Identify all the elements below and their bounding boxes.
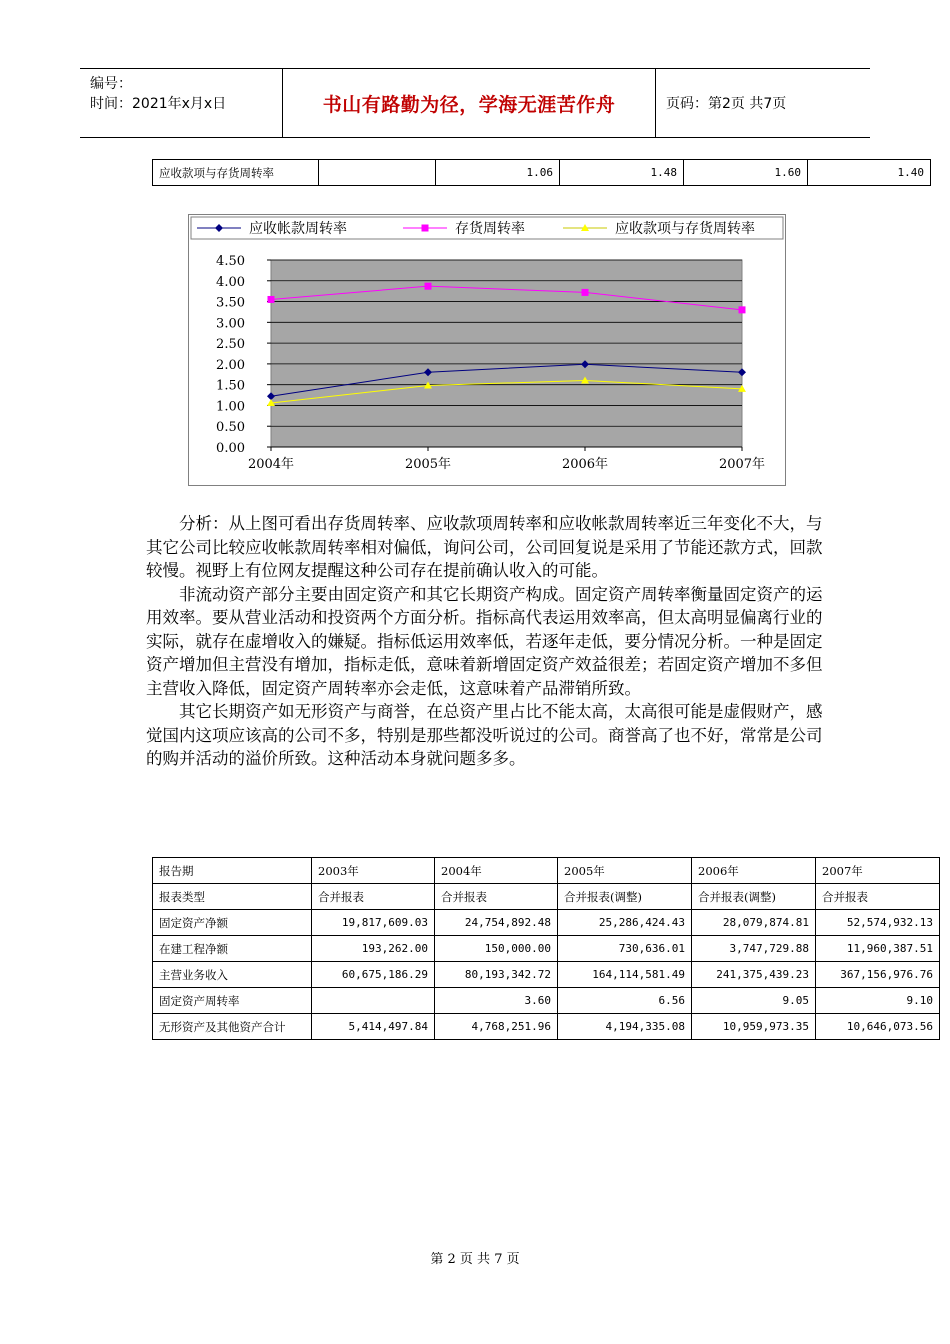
x-tick-label: 2005年 xyxy=(404,457,452,472)
page-info: 页码：第2页 共7页 xyxy=(666,96,787,112)
table-row xyxy=(153,1014,940,1040)
table-cell: 2003年 xyxy=(312,858,435,884)
table-row xyxy=(153,936,940,962)
paragraph: 非流动资产部分主要由固定资产和其它长期资产构成。固定资产周转率衡量固定资产的运用效率。要从营业活动和投资两个方面分析。指标高代表运用效率高，但太高明显偏离行业的实际，就存在虚增收入的嫌疑。指标低运用效率低，若逐年走低，要分情况分析。一种是固定资产增加但主营没有增加，指标走低，意味着新增固定资产效益很差；若固定资产增加不多但主营收入降低，固定资产周转率亦会走低，这意味着产品滞销所致。 xyxy=(146,584,823,698)
date-label: 时间：2021年x月x日 xyxy=(90,96,227,112)
y-tick-label: 3.50 xyxy=(216,295,245,311)
page-footer: 第 2 页 共 7 页 xyxy=(430,1252,520,1267)
y-tick-label: 0.50 xyxy=(216,420,245,436)
table-cell: 2006年 xyxy=(692,858,816,884)
table-row xyxy=(153,988,940,1014)
y-tick-label: 2.50 xyxy=(216,337,245,353)
table-cell: 合并报表(调整) xyxy=(558,884,692,910)
table-cell: 164,114,581.49 xyxy=(558,962,692,988)
header-motto-cell xyxy=(283,69,656,137)
table-cell: 合并报表(调整) xyxy=(692,884,816,910)
table-row xyxy=(153,962,940,988)
table-cell: 3.60 xyxy=(435,988,558,1014)
table-cell: 10,646,073.56 xyxy=(816,1014,940,1040)
table-cell: 1.40 xyxy=(808,160,931,186)
row-label: 固定资产周转率 xyxy=(153,988,312,1014)
table-cell: 241,375,439.23 xyxy=(692,962,816,988)
row-label: 在建工程净额 xyxy=(153,936,312,962)
y-tick-label: 1.00 xyxy=(216,399,245,415)
paragraph: 分析：从上图可看出存货周转率、应收款项周转率和应收帐款周转率近三年变化不大，与其它公司比较应收帐款周转率相对偏低，询问公司，公司回复说是采用了节能还款方式，回款较慢。视野上有位网友提醒这种公司存在提前确认收入的可能。 xyxy=(146,514,823,580)
table-cell: 10,959,973.35 xyxy=(692,1014,816,1040)
number-label: 编号： xyxy=(90,76,132,92)
table-row xyxy=(153,910,940,936)
table-cell: 19,817,609.03 xyxy=(312,910,435,936)
chart-svg xyxy=(189,215,785,485)
table-cell: 25,286,424.43 xyxy=(558,910,692,936)
table-cell: 2005年 xyxy=(558,858,692,884)
y-tick-label: 0.00 xyxy=(216,441,245,456)
table-cell: 80,193,342.72 xyxy=(435,962,558,988)
table-cell: 193,262.00 xyxy=(312,936,435,962)
plot-area xyxy=(271,260,742,447)
table-cell: 730,636.01 xyxy=(558,936,692,962)
header-left-cell xyxy=(80,69,283,137)
table-cell: 2004年 xyxy=(435,858,558,884)
table-cell: 60,675,186.29 xyxy=(312,962,435,988)
table-cell: 24,754,892.48 xyxy=(435,910,558,936)
data-point xyxy=(268,296,275,303)
table-cell: 9.05 xyxy=(692,988,816,1014)
table-cell: 4,194,335.08 xyxy=(558,1014,692,1040)
table-cell: 6.56 xyxy=(558,988,692,1014)
legend-label: 存货周转率 xyxy=(455,221,525,237)
y-tick-label: 1.50 xyxy=(216,378,245,394)
table-cell xyxy=(319,160,436,186)
y-tick-label: 2.00 xyxy=(216,357,245,373)
motto: 书山有路勤为径，学海无涯苦作舟 xyxy=(322,93,616,116)
row-label: 主营业务收入 xyxy=(153,962,312,988)
y-tick-label: 3.00 xyxy=(216,316,245,332)
row-label: 报表类型 xyxy=(153,884,312,910)
data-point xyxy=(425,283,432,290)
turnover-row-table xyxy=(152,159,931,186)
table-cell: 2007年 xyxy=(816,858,940,884)
table-cell: 9.10 xyxy=(816,988,940,1014)
row-label: 报告期 xyxy=(153,858,312,884)
data-point xyxy=(739,306,746,313)
page-header xyxy=(80,68,870,138)
legend-label: 应收帐款周转率 xyxy=(249,221,347,237)
table-cell: 367,156,976.76 xyxy=(816,962,940,988)
table-cell: 11,960,387.51 xyxy=(816,936,940,962)
table-cell: 合并报表 xyxy=(312,884,435,910)
row-label: 应收款项与存货周转率 xyxy=(153,160,319,186)
header-page-cell xyxy=(656,69,870,137)
table-cell: 5,414,497.84 xyxy=(312,1014,435,1040)
data-point xyxy=(582,289,589,296)
table-cell: 3,747,729.88 xyxy=(692,936,816,962)
x-tick-label: 2007年 xyxy=(718,457,766,472)
y-tick-label: 4.50 xyxy=(216,254,245,269)
table-cell: 1.60 xyxy=(684,160,808,186)
table-cell: 28,079,874.81 xyxy=(692,910,816,936)
fixed-assets-table xyxy=(152,857,940,1040)
table-cell: 4,768,251.96 xyxy=(435,1014,558,1040)
data-point xyxy=(422,225,429,232)
table-cell: 52,574,932.13 xyxy=(816,910,940,936)
table-cell: 合并报表 xyxy=(435,884,558,910)
table-cell xyxy=(312,988,435,1014)
table-cell: 1.06 xyxy=(436,160,560,186)
table-row xyxy=(153,884,940,910)
row-label: 无形资产及其他资产合计 xyxy=(153,1014,312,1040)
x-tick-label: 2004年 xyxy=(247,457,295,472)
legend-label: 应收款项与存货周转率 xyxy=(615,221,755,237)
x-tick-label: 2006年 xyxy=(561,457,609,472)
table-row xyxy=(153,858,940,884)
y-tick-label: 4.00 xyxy=(216,274,245,290)
table-cell: 150,000.00 xyxy=(435,936,558,962)
analysis-text xyxy=(146,512,826,771)
table-row xyxy=(153,160,931,186)
table-cell: 合并报表 xyxy=(816,884,940,910)
row-label: 固定资产净额 xyxy=(153,910,312,936)
paragraph: 其它长期资产如无形资产与商誉，在总资产里占比不能太高，太高很可能是虚假财产，感觉国内这项应该高的公司不多，特别是那些都没听说过的公司。商誉高了也不好，常常是公司的购并活动的溢价所致。这种活动本身就问题多多。 xyxy=(146,702,823,768)
turnover-line-chart xyxy=(188,214,786,486)
table-cell: 1.48 xyxy=(560,160,684,186)
